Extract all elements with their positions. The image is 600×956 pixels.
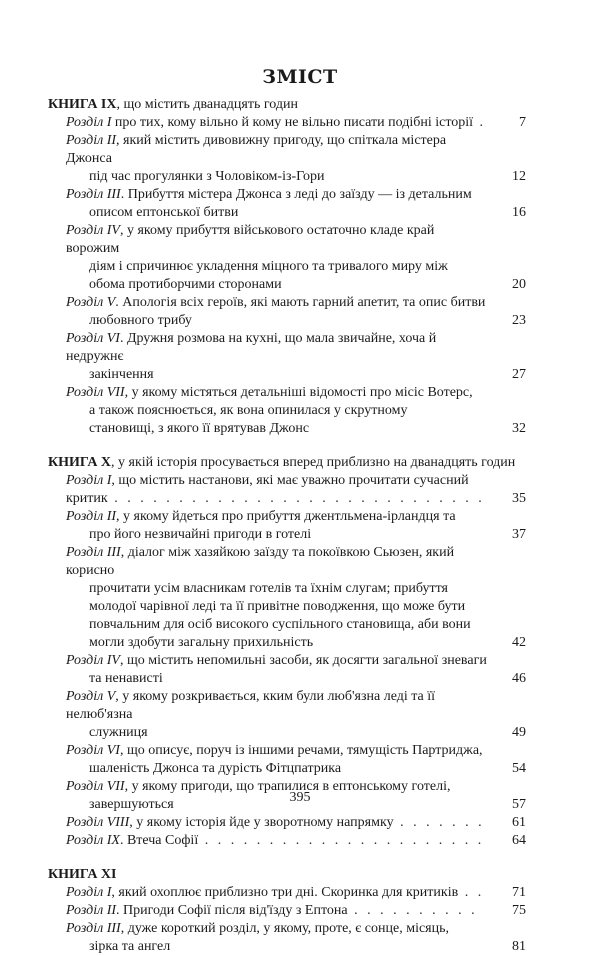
page-number: 395 <box>289 790 311 805</box>
chapter-title-line: молодої чарівної леді та її привітне поводження, що може бути <box>89 599 466 614</box>
dot-leader: . <box>473 115 487 130</box>
chapter-title-line: . Дружня розмова на кухні, що мала звичайне, хоча й недружнє <box>66 331 437 364</box>
page-ref: 64 <box>512 833 526 848</box>
page-ref: 27 <box>512 367 526 382</box>
toc-entry[interactable] <box>48 652 526 688</box>
page-ref: 46 <box>512 671 526 686</box>
chapter-label: Розділ IX <box>66 833 120 848</box>
chapter-label: Розділ II <box>66 509 117 524</box>
page-ref: 37 <box>512 527 526 542</box>
book-heading <box>48 454 526 472</box>
chapter-title-line: завершуються <box>89 797 174 812</box>
toc-entry[interactable] <box>48 742 526 778</box>
chapter-label: Розділ VI <box>66 331 120 346</box>
page-ref: 42 <box>512 635 526 650</box>
page-ref: 12 <box>512 169 526 184</box>
dot-leader: . . <box>458 885 485 900</box>
chapter-title-line: . Апологія всіх героїв, які мають гарний апетит, та опис битви <box>115 295 486 310</box>
book-heading <box>48 96 526 114</box>
chapter-title-line: обома протиборчими сторонами <box>89 277 282 292</box>
chapter-title-line: шаленість Джонса та дурість Фітцпатрика <box>89 761 342 776</box>
toc-entry[interactable] <box>48 832 526 850</box>
chapter-label: Розділ VIII <box>66 815 130 830</box>
chapter-title-line: , у якому йдеться про прибуття джентльмена-ірландця та <box>116 509 456 524</box>
chapter-label: Розділ IV <box>66 653 120 668</box>
chapter-title-line: , який охоплює приблизно три дні. Скоринка для критиків <box>111 885 459 900</box>
chapter-title-line: описом ептонської битви <box>89 205 239 220</box>
toc-entry[interactable] <box>48 384 526 438</box>
chapter-label: Розділ II <box>66 903 117 918</box>
chapter-label: Розділ IV <box>66 223 120 238</box>
page-ref: 57 <box>512 797 526 812</box>
chapter-title-line: , що містить непомильні засоби, як досягти загальної зневаги <box>119 653 487 668</box>
chapter-title-line: . Прибуття містера Джонса з леді до заїзду — із детальним <box>120 187 472 202</box>
toc-entry[interactable] <box>48 814 526 832</box>
book-heading <box>48 866 526 884</box>
chapter-label: Розділ I <box>66 115 112 130</box>
dot-leader: . . . . . . . <box>393 815 485 830</box>
chapter-title-line: , дуже короткий розділ, у якому, проте, є сонце, місяць, <box>120 921 449 936</box>
chapter-title-line: про його незвичайні пригоди в готелі <box>89 527 312 542</box>
book-label: КНИГА XI <box>48 867 117 882</box>
page-ref: 49 <box>512 725 526 740</box>
dot-leader: . . . . . . . . . . <box>347 903 478 918</box>
chapter-title-line: про тих, кому вільно й кому не вільно писати подібні історії <box>111 115 474 130</box>
chapter-label: Розділ V <box>66 295 116 310</box>
page-ref: 54 <box>512 761 526 776</box>
chapter-title-line: служниця <box>89 725 148 740</box>
chapter-title-line: а також пояснюється, як вона опинилася у скрутному <box>89 403 408 418</box>
book-description: , у якій історія просувається вперед приблизно на дванадцять годин <box>111 455 516 470</box>
chapter-title-line: повчальним для осіб високого суспільного становища, аби вони <box>89 617 471 632</box>
page-ref: 81 <box>512 939 526 954</box>
toc-entry[interactable] <box>48 902 526 920</box>
page-ref: 32 <box>512 421 526 436</box>
chapter-title-line: закінчення <box>89 367 154 382</box>
chapter-title-line: становищі, з якого її врятував Джонс <box>89 421 310 436</box>
toc-entry[interactable] <box>48 884 526 902</box>
toc-entry[interactable] <box>48 544 526 652</box>
chapter-title-line: . Пригоди Софії після від'їзду з Ептона <box>116 903 348 918</box>
book-section <box>48 96 526 438</box>
page-ref: 35 <box>512 491 526 506</box>
chapter-label: Розділ III <box>66 187 121 202</box>
book-section <box>48 866 526 956</box>
chapter-title-line: , що містить настанови, які має уважно прочитати сучасний критик <box>66 473 469 506</box>
table-of-contents <box>48 96 526 956</box>
chapter-title-line: , діалог між хазяйкою заїзду та покоївкою Сьюзен, який корисно <box>66 545 455 578</box>
book-label: КНИГА X <box>48 455 112 470</box>
page-ref: 7 <box>519 115 526 130</box>
chapter-label: Розділ III <box>66 545 121 560</box>
toc-entry[interactable] <box>48 472 526 508</box>
chapter-title-line: , що описує, поруч із іншими речами, тямущість Партриджа, <box>119 743 483 758</box>
toc-entry[interactable] <box>48 508 526 544</box>
chapter-title-line: , у якому прибуття військового остаточно кладе край ворожим <box>66 223 435 256</box>
chapter-title-line: могли здобути загальну прихильність <box>89 635 314 650</box>
chapter-label: Розділ III <box>66 921 121 936</box>
page-ref: 61 <box>512 815 526 830</box>
chapter-title-line: , у якому містяться детальніші відомості про місіс Вотерс, <box>124 385 473 400</box>
chapter-label: Розділ V <box>66 689 116 704</box>
chapter-title-line: . Втеча Софії <box>119 833 199 848</box>
page-ref: 71 <box>512 885 526 900</box>
chapter-label: Розділ VII <box>66 385 125 400</box>
dot-leader: . . . . . . . . . . . . . . . . . . . . . . . . . . . . . <box>107 491 485 506</box>
chapter-title-line: любовного трибу <box>89 313 192 328</box>
toc-entry[interactable] <box>48 222 526 294</box>
toc-entry[interactable] <box>48 688 526 742</box>
toc-entry[interactable] <box>48 186 526 222</box>
toc-entry[interactable] <box>48 114 526 132</box>
chapter-title-line: , у якому розкривається, кким були люб'язна леді та її нелюб'язна <box>66 689 436 722</box>
page-ref: 23 <box>512 313 526 328</box>
book-label: КНИГА IX <box>48 97 117 112</box>
page-ref: 16 <box>512 205 526 220</box>
chapter-title-line: та ненависті <box>89 671 163 686</box>
page-title: ЗМІСТ <box>262 66 338 88</box>
chapter-title-line: діям і спричинює укладення міцного та тривалого миру між <box>89 259 448 274</box>
chapter-title-line: прочитати усім власникам готелів та їхнім слугам; прибуття <box>89 581 448 596</box>
toc-entry[interactable] <box>48 294 526 330</box>
chapter-label: Розділ I <box>66 885 112 900</box>
chapter-label: Розділ VII <box>66 779 125 794</box>
chapter-title-line: зірка та ангел <box>89 939 171 954</box>
page-ref: 75 <box>512 903 526 918</box>
toc-entry[interactable] <box>48 330 526 384</box>
book-description: , що містить дванадцять годин <box>116 97 298 112</box>
toc-entry[interactable] <box>48 920 526 956</box>
chapter-label: Розділ I <box>66 473 112 488</box>
chapter-title-line: , який містить дивовижну пригоду, що спіткала містера Джонса <box>66 133 447 166</box>
chapter-label: Розділ II <box>66 133 117 148</box>
chapter-title-line: , у якому пригоди, що трапилися в ептонському готелі, <box>124 779 451 794</box>
chapter-label: Розділ VI <box>66 743 120 758</box>
dot-leader: . . . . . . . . . . . . . . . . . . . . . . <box>198 833 485 848</box>
chapter-title-line: під час прогулянки з Чоловіком-із-Гори <box>89 169 325 184</box>
page-ref: 20 <box>512 277 526 292</box>
chapter-title-line: , у якому історія йде у зворотному напрямку <box>129 815 394 830</box>
toc-entry[interactable] <box>48 132 526 186</box>
